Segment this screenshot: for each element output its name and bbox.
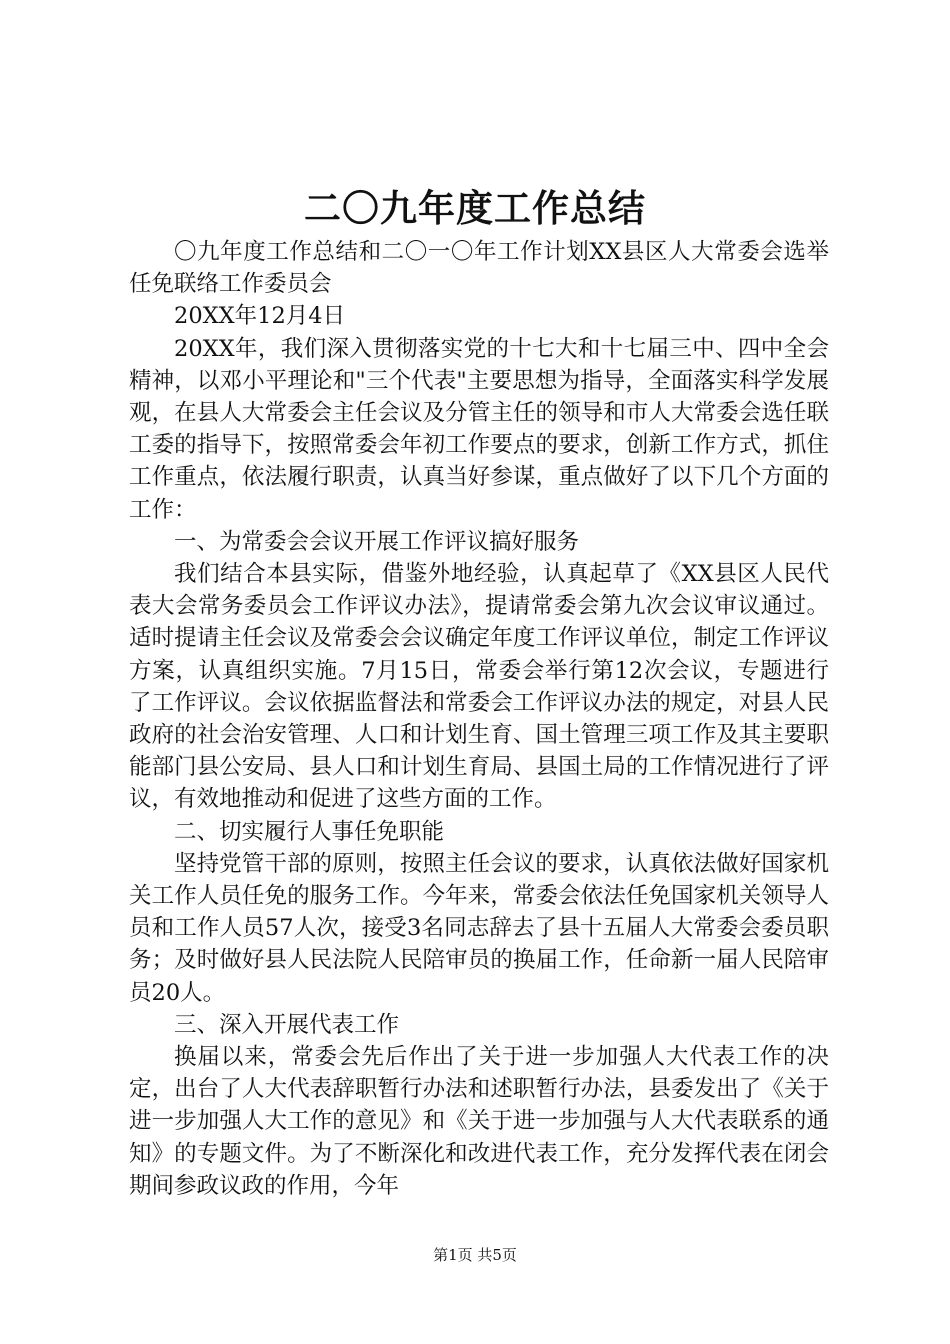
- section-heading-3: 三、深入开展代表工作: [174, 1011, 400, 1038]
- section-1-paragraph: 我们结合本县实际，借鉴外地经验，认真起草了《XX县区人民代表大会常务委员会工作评议办法》，提请常委会第九次会议审议通过。适时提请主任会议及常委会会议确定年度工作评议单位，制定工作评议方案，认真组织实施。7月15日，常委会举行第12次会议，专题进行了工作评议。会议依据监督法和常委会工作评议办法的规定，对县人民政府的社会治安管理、人口和计划生育、国土管理三项工作及其主要职能部门县公安局、县人口和计划生育局、县国土局的工作情况进行了评议，有效地推动和促进了这些方面的工作。: [129, 561, 829, 813]
- date-line: 20XX年12月4日: [174, 303, 346, 330]
- section-3-paragraph: 换届以来，常委会先后作出了关于进一步加强人大代表工作的决定，出台了人大代表辞职暂行办法和述职暂行办法，县委发出了《关于进一步加强人大工作的意见》和《关于进一步加强与人大代表联系的通知》的专题文件。为了不断深化和改进代表工作，充分发挥代表在闭会期间参政议政的作用，今年: [129, 1044, 829, 1199]
- document-body: [129, 236, 829, 1202]
- overview-paragraph: 20XX年，我们深入贯彻落实党的十七大和十七届三中、四中全会精神，以邓小平理论和"三个代表"主要思想为指导，全面落实科学发展观，在县人大常委会主任会议及分管主任的领导和市人大常委会选任联工委的指导下，按照常委会年初工作要点的要求，创新工作方式，抓住工作重点，依法履行职责，认真当好参谋，重点做好了以下几个方面的工作：: [129, 335, 829, 523]
- page-number-footer: 第1页 共5页: [433, 1246, 517, 1264]
- section-heading-1: 一、为常委会会议开展工作评议搞好服务: [174, 528, 580, 555]
- intro-paragraph: 〇九年度工作总结和二〇一〇年工作计划XX县区人大常委会选举任免联络工作委员会: [129, 239, 829, 298]
- section-heading-2: 二、切实履行人事任免职能: [174, 818, 445, 845]
- document-title: 二〇九年度工作总结: [304, 186, 646, 230]
- section-2-paragraph: 坚持党管干部的原则，按照主任会议的要求，认真依法做好国家机关工作人员任免的服务工作。今年来，常委会依法任免国家机关领导人员和工作人员57人次，接受3名同志辞去了县十五届人大常委会委员职务；及时做好县人民法院人民陪审员的换届工作，任命新一届人民陪审员20人。: [129, 850, 829, 1006]
